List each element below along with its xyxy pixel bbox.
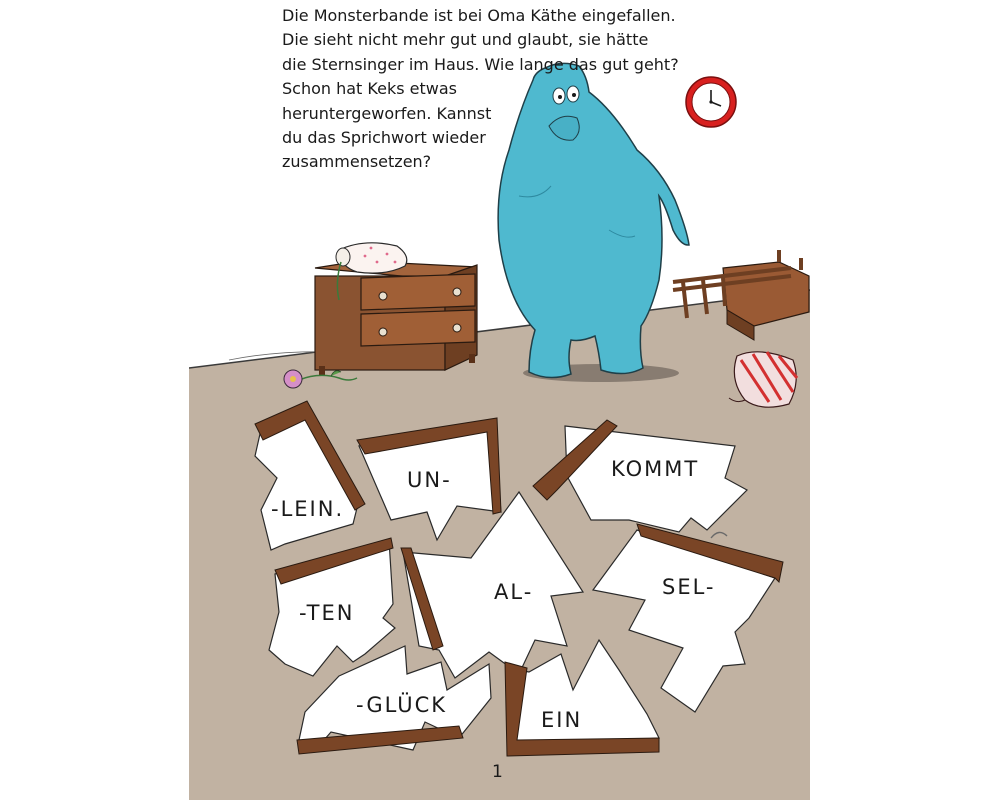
- drawer-knob: [453, 324, 461, 332]
- puzzle-piece-ein[interactable]: EIN: [541, 708, 583, 732]
- puzzle-piece-lein[interactable]: -LEIN.: [271, 497, 345, 521]
- book-page: [189, 0, 810, 800]
- story-line: Schon hat Keks etwas: [282, 79, 457, 99]
- story-text: [282, 4, 722, 175]
- story-line: Die Monsterbande ist bei Oma Käthe eingefallen.: [282, 6, 676, 25]
- story-line: die Sternsinger im Haus. Wie lange das gut geht?: [282, 54, 679, 74]
- puzzle-piece-ten[interactable]: -TEN: [299, 601, 355, 625]
- drawer-knob: [379, 292, 387, 300]
- puzzle-piece-un[interactable]: UN-: [407, 468, 452, 492]
- dresser: [315, 261, 477, 375]
- drawer-knob: [453, 288, 461, 296]
- story-line: Die sieht nicht mehr gut und glaubt, sie hätte: [282, 30, 649, 50]
- puzzle-piece-sel[interactable]: SEL-: [662, 575, 716, 599]
- puzzle-piece-al[interactable]: AL-: [494, 580, 534, 604]
- story-line: du das Sprichwort wieder: [282, 128, 486, 148]
- story-line: heruntergeworfen. Kannst: [282, 103, 492, 123]
- puzzle-piece-glueck[interactable]: -GLÜCK: [356, 693, 448, 717]
- puzzle-piece-kommt[interactable]: KOMMT: [611, 457, 700, 481]
- page-number: 1: [492, 762, 503, 782]
- drawer-knob: [379, 328, 387, 336]
- story-line: zusammensetzen?: [282, 152, 432, 172]
